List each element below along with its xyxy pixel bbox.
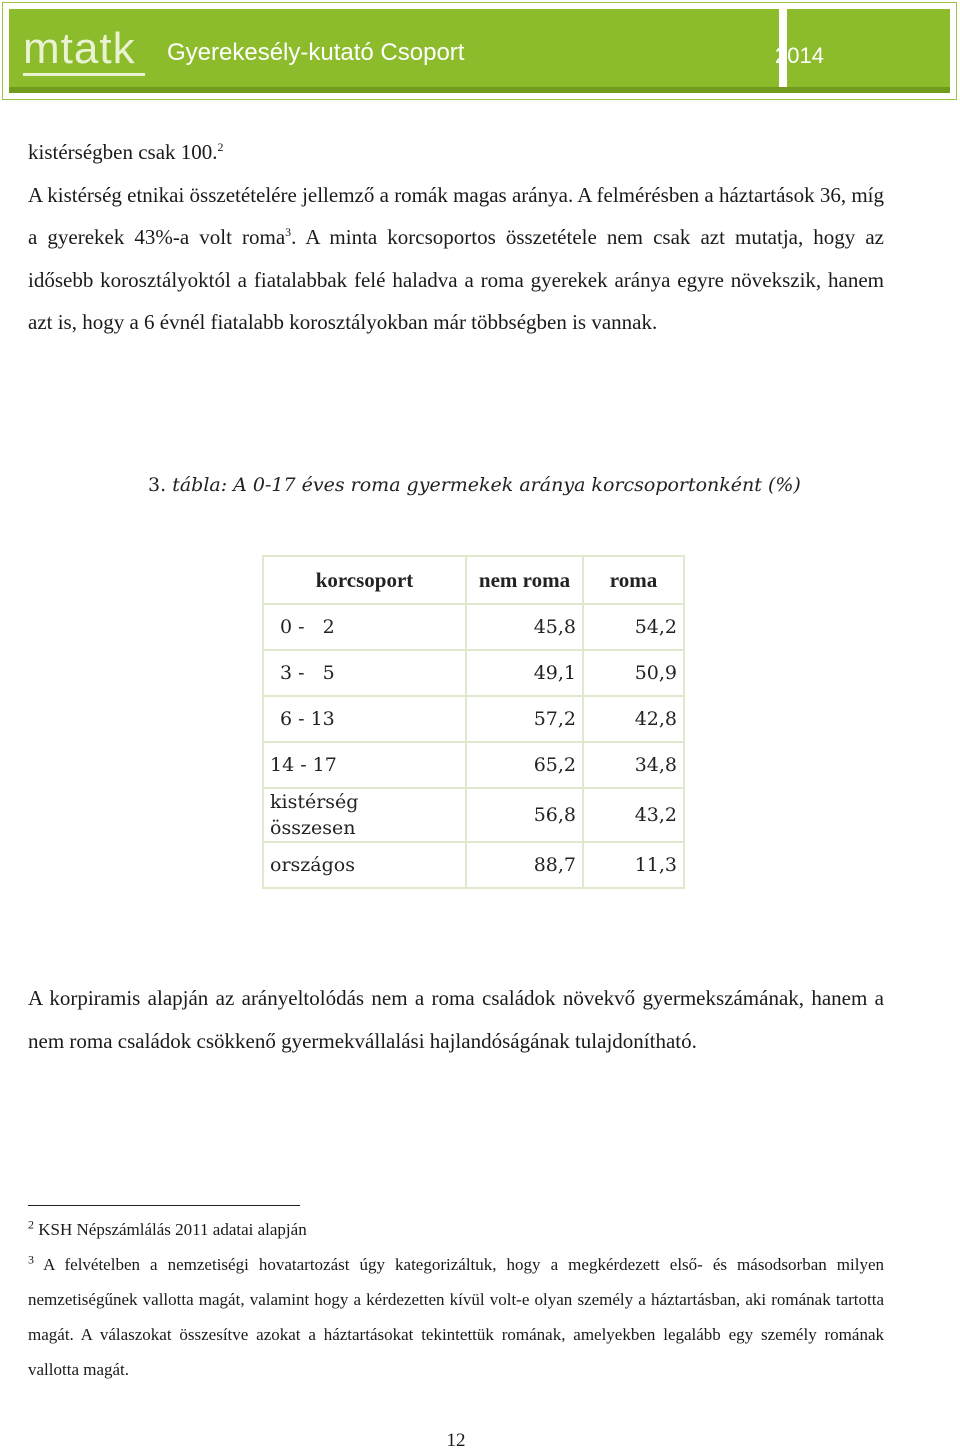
footnote-marker: 3 (28, 1252, 34, 1267)
header-title: Gyerekesély-kutató Csoport (167, 39, 465, 66)
cell-roma: 54,2 (583, 604, 684, 650)
cell-nem-roma: 56,8 (466, 788, 583, 842)
cell-group: országos (263, 842, 466, 888)
cell-nem-roma: 57,2 (466, 696, 583, 742)
table-row (263, 742, 684, 788)
intro-paragraph (28, 131, 884, 344)
mtatk-logo: mtatk (23, 24, 136, 73)
caption-text: tábla: A 0-17 éves roma gyermekek aránya korcsoportonként (%) (172, 474, 801, 496)
footnote-separator (28, 1205, 300, 1206)
cell-nem-roma: 88,7 (466, 842, 583, 888)
cell-group: 0 - 2 (263, 604, 466, 650)
table-row (263, 842, 684, 888)
cell-nem-roma: 45,8 (466, 604, 583, 650)
cell-roma: 42,8 (583, 696, 684, 742)
table-header-row (263, 556, 684, 604)
table-row (263, 788, 684, 842)
intro-line-1: kistérségben csak 100.$^2$ (28, 140, 224, 164)
logo-underline (23, 73, 145, 76)
intro-body: A kistérség etnikai összetételére jellemző a romák magas aránya. A felmérésben a háztartások 36, míg a gyerekek 43%-a volt roma$^3$. A minta korcsoportos összetétele nem csak azt mutatja, hogy az idősebb korosztályoktól a fiatalabbak felé haladva a roma gyerekek aránya egyre növekszik, hanem azt is, hogy a 6 évnél fiatalabb korosztályokban már többségben is vannak. (28, 182, 885, 334)
cell-group: kistérség összesen (263, 788, 466, 842)
header-accent-strip (9, 87, 950, 93)
footnote-2: $^2$ KSH Népszámlálás 2011 adatai alapján (28, 1217, 307, 1239)
table-row (263, 604, 684, 650)
page-number: 12 (446, 1430, 466, 1451)
footnote-marker: 2 (28, 1217, 34, 1232)
caption-number: 3. (148, 474, 167, 496)
header-roma: roma (583, 556, 684, 604)
table-row (263, 650, 684, 696)
table-caption (148, 474, 801, 496)
cell-group: 6 - 13 (263, 696, 466, 742)
table-row (263, 696, 684, 742)
cell-roma: 34,8 (583, 742, 684, 788)
conclusion-paragraph: A korpiramis alapján az arányeltolódás nem a roma családok növekvő gyermekszámának, hanem a nem roma családok csökkenő gyermekvállalási hajlandóságának tulajdonítható. (28, 986, 884, 1053)
header-korcsoport: korcsoport (263, 556, 466, 604)
header-banner-fill (9, 9, 950, 93)
footnote-3: $^3$ A felvételben a nemzetiségi hovatartozást úgy kategorizáltuk, hogy a megkérdezett első- és másodsorban milyen nemzetiségűnek vallotta magát, valamint hogy a kérdezetten kívül volt-e olyan személy a háztartásban, aki romának tartotta magát. A válaszokat összesítve azokat a háztartásokat tekintettük romának, amelyekben legalább egy személy romának vallotta magát. (28, 1252, 885, 1379)
footnote-ref-3: 3 (285, 225, 292, 239)
cell-group: 14 - 17 (263, 742, 466, 788)
cell-nem-roma: 65,2 (466, 742, 583, 788)
cell-group: 3 - 5 (263, 650, 466, 696)
cell-roma: 50,9 (583, 650, 684, 696)
cell-roma: 11,3 (583, 842, 684, 888)
cell-nem-roma: 49,1 (466, 650, 583, 696)
header-nem-roma: nem roma (466, 556, 583, 604)
footnote-ref-2: 2 (217, 140, 224, 154)
age-group-table (262, 555, 685, 889)
header-banner (2, 2, 957, 100)
cell-roma: 43,2 (583, 788, 684, 842)
header-year: 2014 (775, 43, 824, 68)
